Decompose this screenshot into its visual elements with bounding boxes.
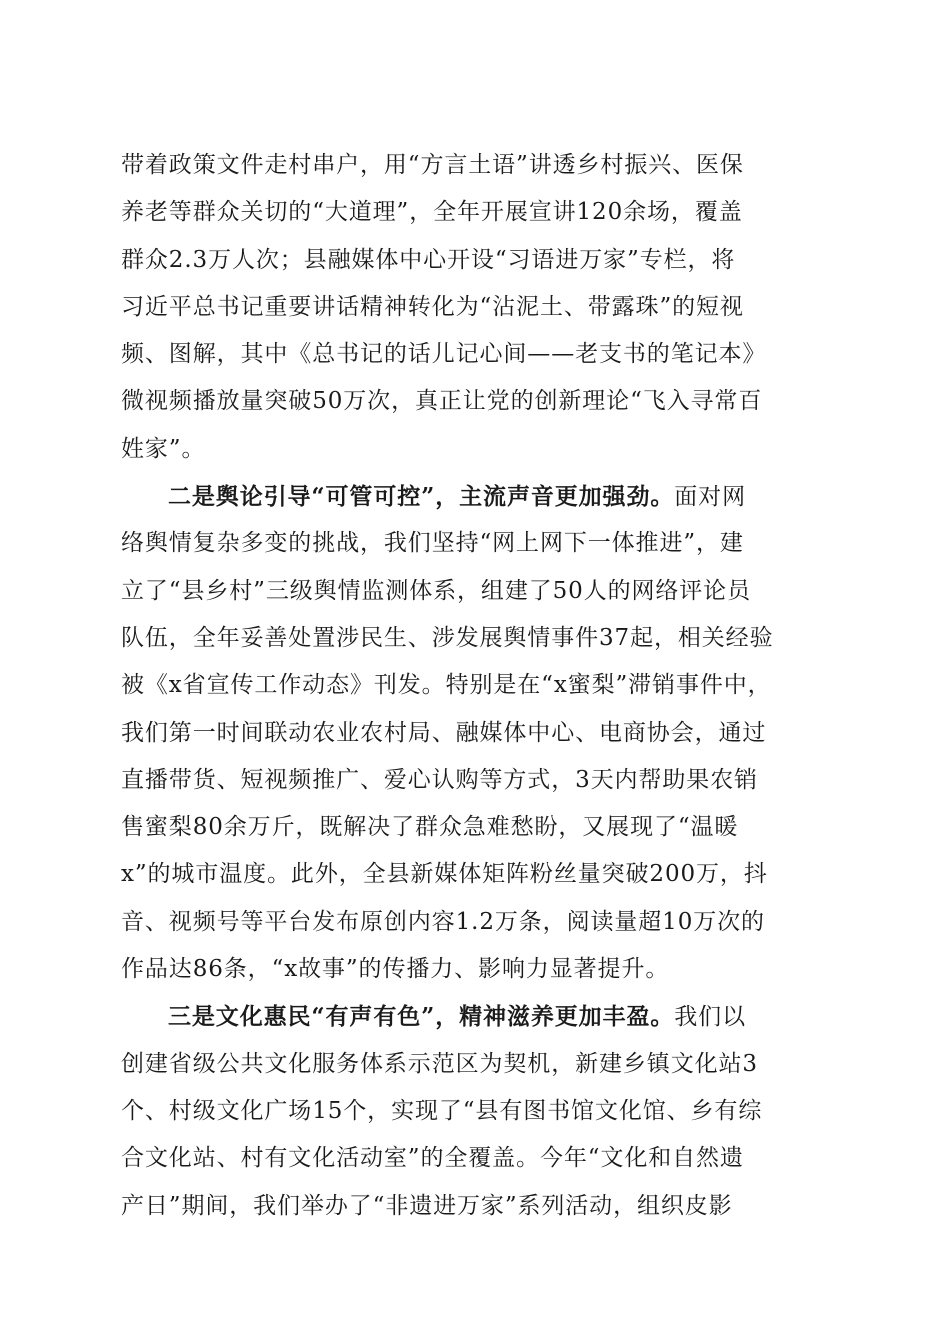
text-line: 带着政策文件走村串户，用“方言土语”讲透乡村振兴、医保	[121, 152, 744, 178]
text-line: 我们第一时间联动农业农村局、融媒体中心、电商协会，通过	[121, 719, 767, 746]
text-line: 音、视频号等平台发布原创内容1.2万条，阅读量超10万次的	[121, 908, 765, 935]
text-line-first	[121, 473, 833, 520]
text-run: 面对网	[674, 484, 746, 511]
text-line: 队伍，全年妥善处置涉民生、涉发展舆情事件37起，相关经验	[121, 624, 774, 651]
text-line: 产日”期间，我们举办了“非遗进万家”系列活动，组织皮影	[121, 1192, 733, 1219]
paragraph-1	[121, 142, 833, 473]
paragraph-3	[121, 993, 833, 1229]
text-line: 个、村级文化广场15个，实现了“县有图书馆文化馆、乡有综	[121, 1097, 763, 1124]
text-line: 微视频播放量突破50万次，真正让党的创新理论“飞入寻常百	[121, 388, 763, 415]
text-line: 售蜜梨80余万斤，既解决了群众急难愁盼，又展现了“温暖	[121, 814, 739, 841]
text-line: 习近平总书记重要讲话精神转化为“沾泥土、带露珠”的短视	[121, 293, 744, 320]
text-line-first	[121, 993, 833, 1040]
paragraph-heading: 三是文化惠民“有声有色”，精神滋养更加丰盈。	[168, 1003, 675, 1031]
text-line: x”的城市温度。此外，全县新媒体矩阵粉丝量突破200万，抖	[121, 861, 768, 888]
text-line: 直播带货、短视频推广、爱心认购等方式，3天内帮助果农销	[121, 766, 758, 793]
text-run: 我们以	[674, 1004, 746, 1031]
text-line: 络舆情复杂多变的挑战，我们坚持“网上网下一体推进”，建	[121, 530, 744, 557]
text-line: 立了“县乡村”三级舆情监测体系，组建了50人的网络评论员	[121, 577, 751, 604]
paragraph-heading: 二是舆论引导“可管可控”，主流声音更加强劲。	[168, 483, 675, 511]
text-line: 群众2.3万人次；县融媒体中心开设“习语进万家”专栏，将	[121, 246, 736, 273]
text-line: 频、图解，其中《总书记的话儿记心间——老支书的笔记本》	[121, 341, 767, 368]
text-line: 创建省级公共文化服务体系示范区为契机，新建乡镇文化站3	[121, 1050, 758, 1077]
text-line: 养老等群众关切的“大道理”，全年开展宣讲120余场，覆盖	[121, 199, 743, 226]
text-line: 合文化站、村有文化活动室”的全覆盖。今年“文化和自然遗	[121, 1145, 744, 1172]
text-line: 被《x省宣传工作动态》刊发。特别是在“x蜜梨”滞销事件中，	[121, 672, 772, 699]
text-line: 姓家”。	[121, 435, 206, 462]
paragraph-2	[121, 473, 833, 993]
text-line: 作品达86条，“x故事”的传播力、影响力显著提升。	[121, 956, 670, 983]
body-text	[121, 142, 833, 1230]
